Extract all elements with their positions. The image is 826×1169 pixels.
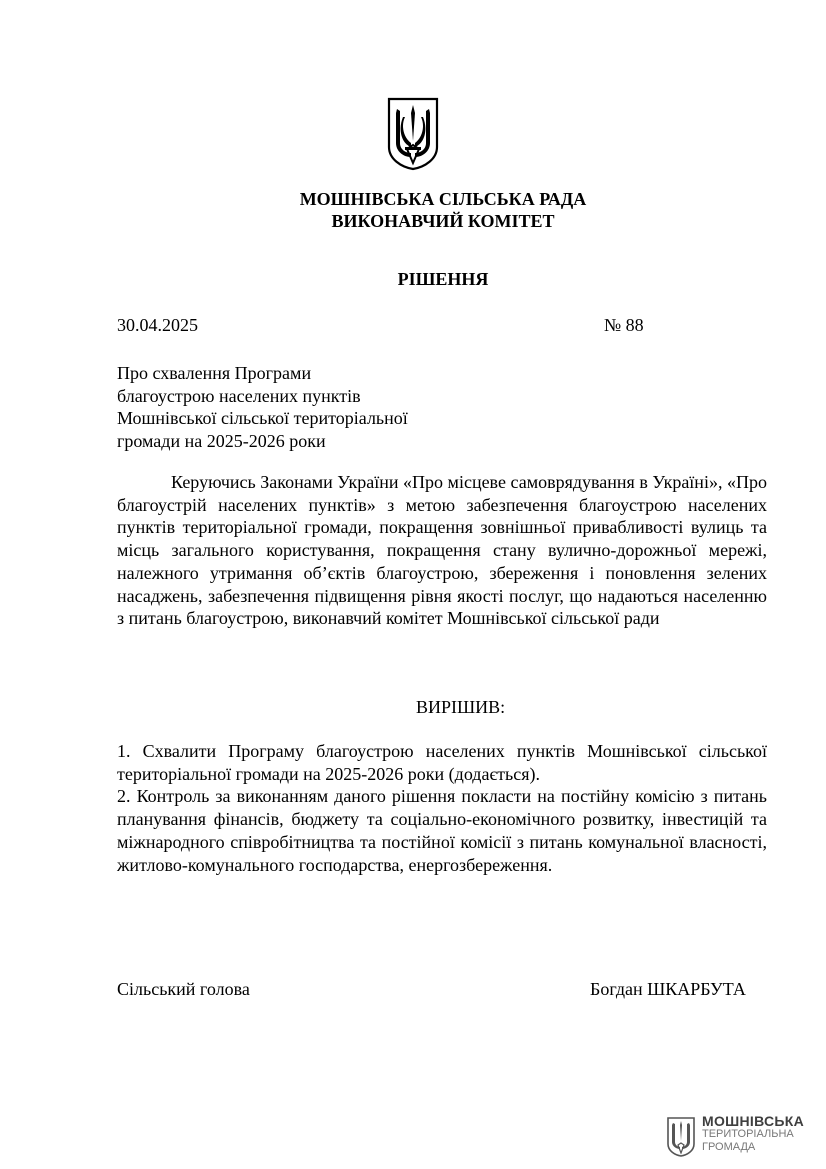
council-name: МОШНІВСЬКА СІЛЬСЬКА РАДА	[299, 189, 587, 209]
subject-line: Мошнівської сільської територіальної	[117, 408, 408, 428]
watermark-line: ГРОМАДА	[702, 1141, 756, 1153]
community-trident-logo-icon	[666, 1116, 696, 1158]
document-type-heading: РІШЕННЯ	[397, 269, 489, 289]
signatory-title: Сільський голова	[117, 979, 250, 999]
community-watermark	[664, 1112, 814, 1162]
preamble-paragraph: Керуючись Законами України «Про місцеве самоврядування в Україні», «Про благоустрій населених пунктів» з метою забезпечення благоустрою населених пунктів територіальної громади, покращення зовнішньої привабливості вулиць та місць загального користування, покращення стану вулично-дорожньої мережі, належного утримання об’єктів благоустрою, збереження і поновлення зелених насаджень, забезпечення підвищення рівня якості послуг, що надаються населенню з питань благоустрою, виконавчий комітет Мошнівської сільської ради	[117, 472, 767, 629]
subject-line: Про схвалення Програми	[117, 363, 312, 383]
ukraine-trident-emblem-icon	[385, 97, 441, 171]
decision-date: 30.04.2025	[117, 315, 198, 335]
watermark-text	[702, 1115, 804, 1154]
decision-subject	[117, 362, 537, 452]
signatory-name: Богдан ШКАРБУТА	[590, 979, 746, 999]
committee-name: ВИКОНАВЧИЙ КОМІТЕТ	[331, 211, 555, 231]
decision-points	[117, 740, 767, 876]
subject-line: благоустрою населених пунктів	[117, 385, 361, 406]
decision-point: 2. Контроль за виконанням даного рішення покласти на постійну комісію з питань планування фінансів, бюджету та соціально-економічного розвитку, інвестицій та міжнародного співробітництва та постійної комісії з питань комунальної власності, житлово-комунального господарства, енергозбереження.	[117, 786, 767, 875]
resolve-heading: ВИРІШИВ:	[416, 697, 506, 717]
subject-line: громади на 2025-2026 роки	[117, 430, 326, 451]
decision-number: № 88	[604, 315, 644, 335]
watermark-line: МОШНІВСЬКА	[702, 1113, 805, 1129]
decision-point: 1. Схвалити Програму благоустрою населених пунктів Мошнівської сільської територіальної громади на 2025-2026 роки (додається).	[117, 741, 767, 784]
watermark-line: ТЕРИТОРІАЛЬНА	[702, 1128, 794, 1140]
